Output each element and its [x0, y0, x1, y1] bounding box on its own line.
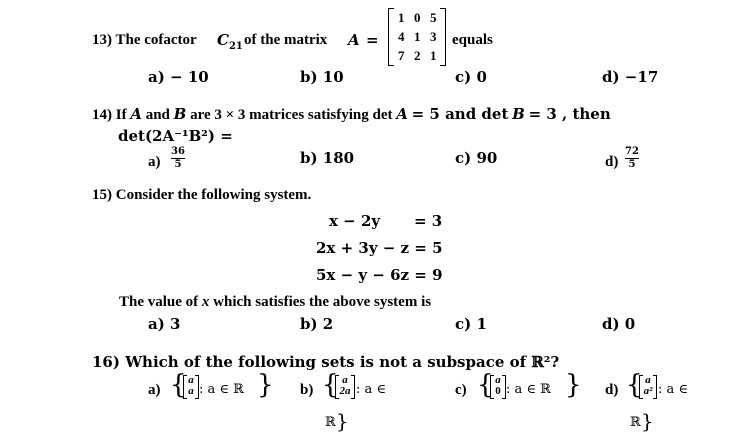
q13-tail: equals: [452, 32, 493, 48]
q16-option-b-open-brace: {: [322, 370, 339, 400]
matrix-cell: 2: [414, 48, 421, 63]
q14-option-a-label[interactable]: a): [148, 154, 161, 170]
matrix-cell: 0: [414, 10, 421, 25]
q16-option-d-open-brace: {: [626, 370, 643, 400]
q16-option-b-condition: : a ∈: [356, 382, 387, 397]
q15-eq1-right: = 3: [414, 212, 443, 230]
q15-eq3: 5x − y − 6z = 9: [316, 266, 443, 284]
q16-option-a-condition: : a ∈ ℝ: [199, 382, 244, 397]
matrix-cell: 3: [430, 29, 437, 44]
q16-option-a-label[interactable]: a): [148, 382, 161, 398]
q14-option-d-fraction[interactable]: 72 5: [625, 146, 639, 170]
q16-title: 16) Which of the following sets is not a subspace of ℝ²?: [92, 353, 560, 371]
q14-line1: 14) If A and B are 3 × 3 matrices satisfying det A = 5 and det B = 3 , then: [92, 105, 611, 123]
matrix-cell: 1: [414, 29, 421, 44]
q14-expression: det(2A⁻¹B²) =: [118, 127, 233, 145]
q13-equals: =: [366, 31, 379, 49]
q13-matrix-name: A: [348, 31, 360, 49]
matrix-cell: 1: [398, 10, 405, 25]
q16-option-b-wrap: ℝ}: [325, 409, 349, 433]
q16-option-b-label[interactable]: b): [300, 382, 314, 398]
q13-option-a[interactable]: a) − 10: [148, 68, 209, 86]
q13-mid: of the matrix: [244, 32, 328, 48]
q13-option-b[interactable]: b) 10: [300, 68, 344, 86]
q16-option-d-condition: : a ∈: [658, 382, 689, 397]
q13-lead: 13) The cofactor: [92, 32, 197, 48]
q15-option-b[interactable]: b) 2: [300, 315, 334, 333]
q15-title: 15) Consider the following system.: [92, 187, 312, 203]
q15-option-d[interactable]: d) 0: [602, 315, 636, 333]
q15-eq2: 2x + 3y − z = 5: [316, 239, 443, 257]
q16-option-d-vector[interactable]: a a²: [639, 375, 657, 399]
q16-option-b-vector[interactable]: a 2a: [335, 375, 355, 399]
q16-option-a-open-brace: {: [170, 370, 187, 400]
q16-option-a-close-brace: }: [257, 370, 274, 400]
q16-option-c-close-brace: }: [565, 370, 582, 400]
q15-option-c[interactable]: c) 1: [455, 315, 487, 333]
q16-option-c-label[interactable]: c): [455, 382, 467, 398]
q16-option-c-open-brace: {: [477, 370, 494, 400]
matrix-cell: 5: [430, 10, 437, 25]
q13-option-c[interactable]: c) 0: [455, 68, 487, 86]
q16-option-a-vector[interactable]: a a: [183, 375, 199, 399]
matrix-cell: 1: [430, 48, 437, 63]
q16-option-d-wrap: ℝ}: [630, 409, 654, 433]
q13-matrix: [388, 8, 446, 66]
q16-option-c-condition: : a ∈ ℝ: [506, 382, 551, 397]
q14-option-c[interactable]: c) 90: [455, 149, 498, 167]
q15-option-a[interactable]: a) 3: [148, 315, 181, 333]
q16-option-d-label[interactable]: d): [605, 382, 619, 398]
q16-option-c-vector[interactable]: a 0: [490, 375, 506, 399]
q13-option-d[interactable]: d) −17: [602, 68, 659, 86]
matrix-cell: 4: [398, 29, 405, 44]
q14-option-b[interactable]: b) 180: [300, 149, 355, 167]
q15-prompt: The value of x which satisfies the above system is: [119, 294, 432, 310]
q15-eq1-left: x − 2y: [329, 212, 381, 230]
matrix-cell: 7: [398, 48, 405, 63]
q14-option-d-label[interactable]: d): [605, 154, 619, 170]
q13-cofactor-symbol: $C_{21}$: [217, 31, 243, 52]
q14-option-a-fraction[interactable]: 36 5: [171, 146, 185, 170]
